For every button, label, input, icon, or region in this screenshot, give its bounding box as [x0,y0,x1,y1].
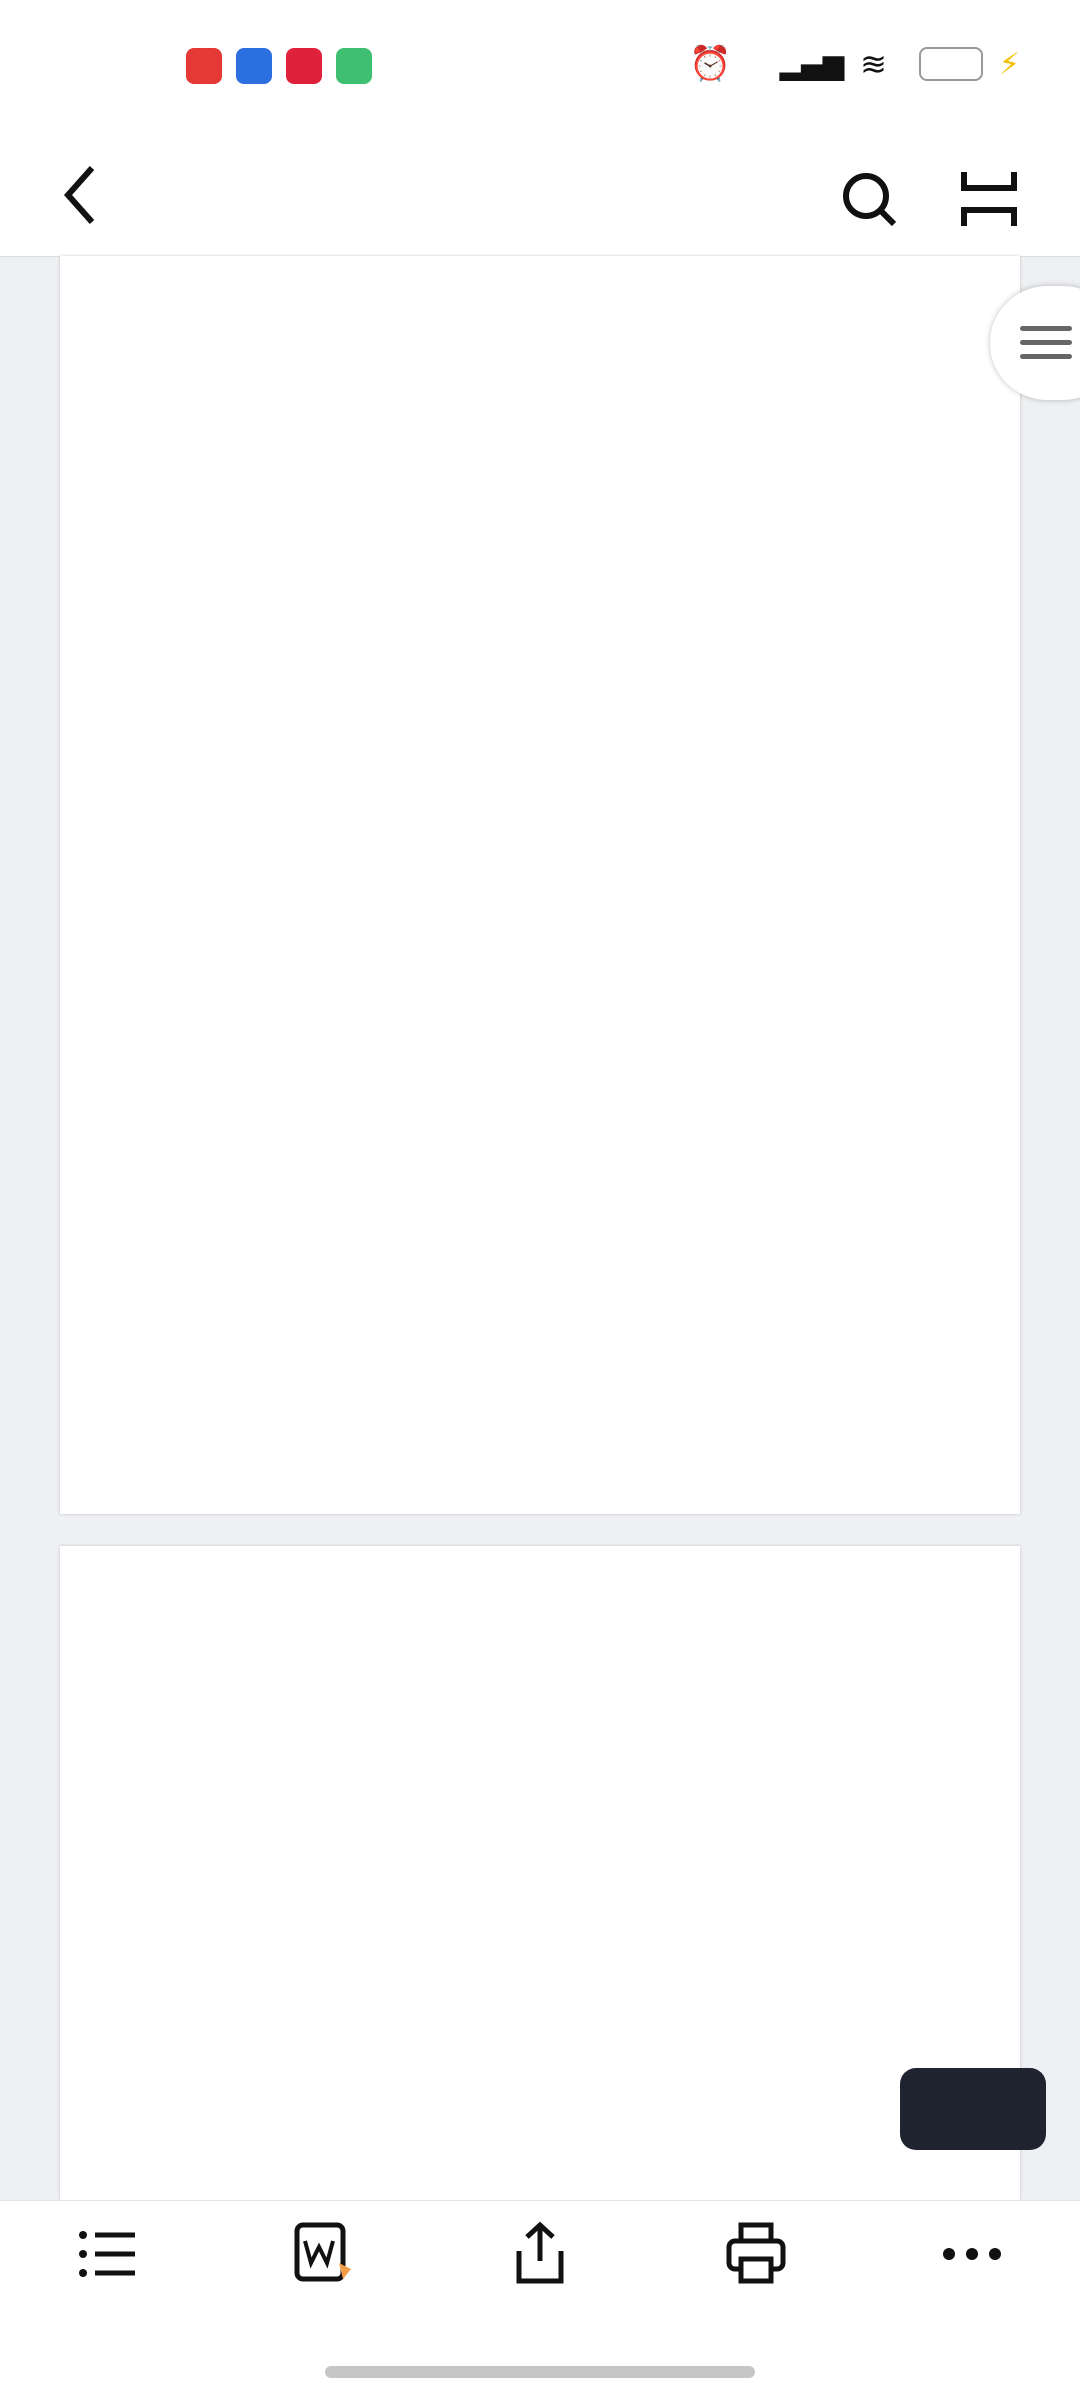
toc-button[interactable] [8,2219,208,2301]
app-notification-icon [236,48,272,84]
open-with-button[interactable] [440,2219,640,2301]
more-button[interactable] [872,2219,1072,2301]
back-icon[interactable] [60,162,100,239]
printer-icon [721,2219,791,2289]
status-bar [0,0,1080,140]
status-right [689,44,1020,84]
wifi-icon: ≋ [860,45,887,83]
scan-mode-icon[interactable] [958,168,1020,230]
pdf-page [60,1546,1020,2200]
more-icon [937,2219,1007,2289]
convert-word-button[interactable] [224,2219,424,2301]
convert-word-icon [289,2219,359,2289]
page-indicator [900,2068,1046,2150]
continued-rows [60,1546,1020,1566]
list-icon [73,2219,143,2289]
app-notification-icon [286,48,322,84]
signal-icon: ▂▄▆ [779,47,845,81]
search-icon[interactable] [838,168,900,230]
title-bar [0,140,1080,257]
pdf-page [60,256,1020,1514]
alarm-icon: ⏰ [689,44,732,84]
share-icon [505,2219,575,2289]
charging-icon: ⚡ [998,46,1020,82]
app-notification-icon [336,48,372,84]
battery-icon [919,47,983,81]
home-indicator[interactable] [325,2366,755,2378]
cloud-print-button[interactable] [656,2219,856,2301]
app-notification-icon [186,48,222,84]
